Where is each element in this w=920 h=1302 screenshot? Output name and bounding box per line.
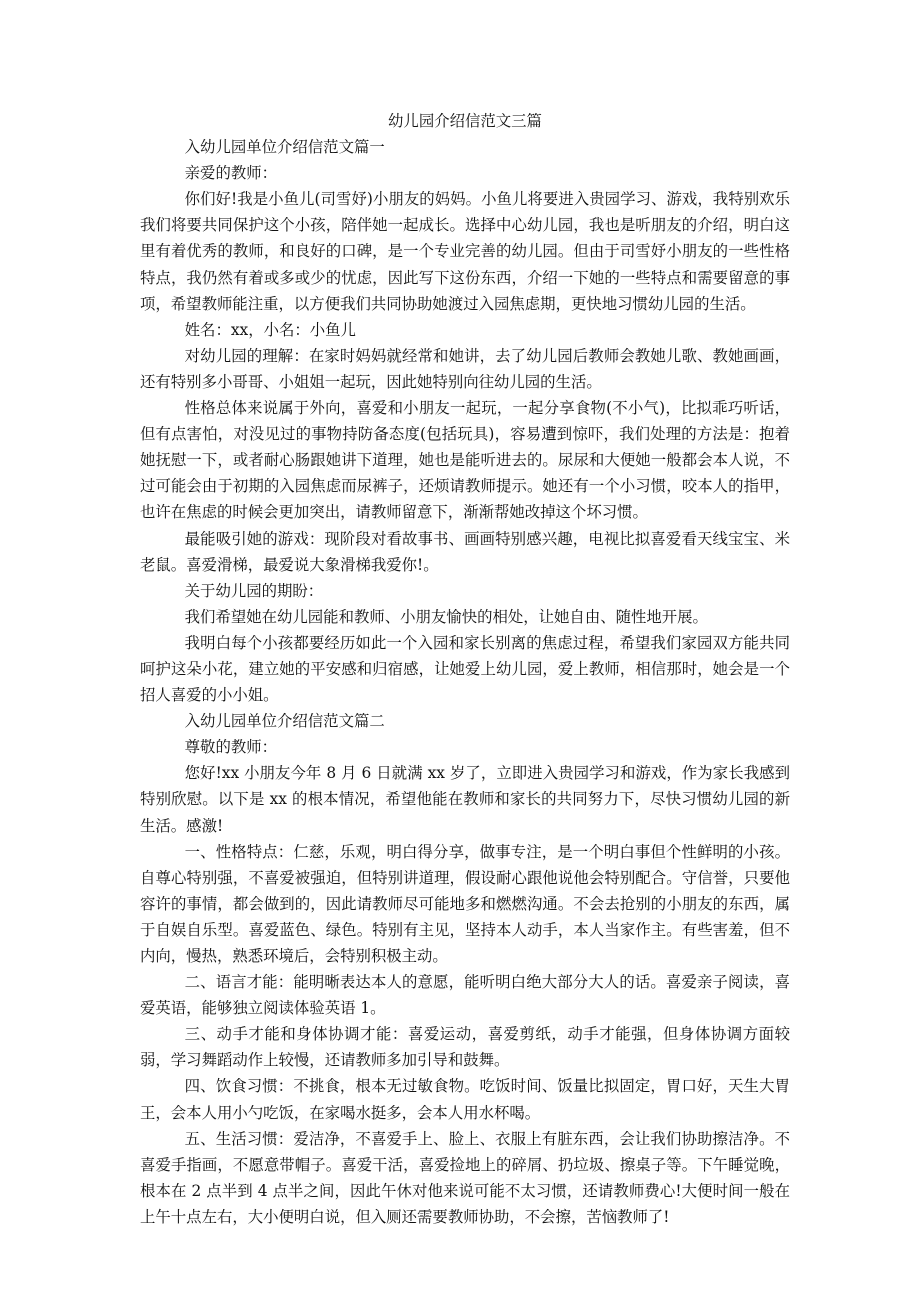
document-page bbox=[140, 108, 790, 1230]
paragraph-expectation: 我们希望她在幼儿园能和教师、小朋友愉快的相处，让她自由、随性地开展。 bbox=[184, 607, 708, 626]
paragraph-expectation-heading: 关于幼儿园的期盼： bbox=[184, 581, 324, 600]
paragraph-intro-1: 你们好!我是小鱼儿(司雪妤)小朋友的妈妈。小鱼儿将要进入贵园学习、游戏，我特别欢乐我们将要共同保护这个小孩，陪伴她一起成长。选择中心幼儿园，我也是听朋友的介绍，明白这里有着优秀的教师，和良好的口碑，是一个专业完善的幼儿园。但由于司雪妤小朋友的一些性格特点，我仍然有着或多或少的忧虑，因此写下这份东西，介绍一下她的一些特点和需要留意的事项，希望教师能注重，以方便我们共同协助她渡过入园焦虑期，更快地习惯幼儿园的生活。 bbox=[140, 190, 790, 313]
paragraph-trait-personality: 一、性格特点：仁慈，乐观，明白得分享，做事专注，是一个明白事但个性鲜明的小孩。自尊心特别强，不喜爱被强迫，但特别讲道理，假设耐心跟他说他会特别配合。守信誉，只要他容许的事情，都会做到的，因此请教师尽可能地多和燃燃沟通。不会去抢别的小朋友的东西，属于自娱自乐型。喜爱蓝色、绿色。特别有主见，坚持本人动手，本人当家作主。有些害羞，但不内向，慢热，熟悉环境后，会特别积极主动。 bbox=[140, 842, 790, 965]
paragraph-trait-motor: 三、动手才能和身体协调才能：喜爱运动，喜爱剪纸，动手才能强，但身体协调方面较弱，学习舞蹈动作上较慢，还请教师多加引导和鼓舞。 bbox=[140, 1025, 790, 1070]
paragraph-trait-habits: 五、生活习惯：爱洁净，不喜爱手上、脸上、衣服上有脏东西，会让我们协助擦洁净。不喜爱手指画，不愿意带帽子。喜爱干活，喜爱捡地上的碎屑、扔垃圾、擦桌子等。下午睡觉晚，根本在 2 点半到 4 点半之间，因此午休对他来说可能不太习惯，还请教师费心!大便时间一般在上午十点左右，大小便明白说，但入厕还需要教师协助，不会擦，苦恼教师了! bbox=[140, 1129, 790, 1226]
document-title: 幼儿园介绍信范文三篇 bbox=[388, 112, 542, 130]
section-heading-2: 入幼儿园单位介绍信范文篇二 bbox=[184, 712, 385, 731]
paragraph-personality: 性格总体来说属于外向，喜爱和小朋友一起玩，一起分享食物(不小气)，比拟乖巧听话，但有点害怕，对没见过的事物持防备态度(包括玩具)，容易遭到惊吓，我们处理的方法是：抱着她抚慰一下，或者耐心肠跟她讲下道理，她也是能听进去的。尿尿和大便她一般都会本人说，不过可能会由于初期的入园焦虑而尿裤子，还烦请教师提示。她还有一个小习惯，咬本人的指甲，也许在焦虑的时候会更加突出，请教师留意下，渐渐帮她改掉这个坏习惯。 bbox=[140, 399, 790, 522]
paragraph-trait-diet: 四、饮食习惯：不挑食，根本无过敏食物。吃饭时间、饭量比拟固定，胃口好，天生大胃王，会本人用小勺吃饭，在家喝水挺多，会本人用水杯喝。 bbox=[140, 1077, 790, 1122]
paragraph-trait-language: 二、语言才能：能明晰表达本人的意愿，能听明白绝大部分大人的话。喜爱亲子阅读，喜爱英语，能够独立阅读体验英语 1。 bbox=[140, 973, 790, 1018]
section-heading-1: 入幼儿园单位介绍信范文篇一 bbox=[184, 138, 385, 157]
paragraph-intro-2: 您好!xx 小朋友今年 8 月 6 日就满 xx 岁了，立即进入贵园学习和游戏，作为家长我感到特别欣慰。以下是 xx 的根本情况，希望他能在教师和家长的共同努力下，尽快习惯幼儿园的新生活。感激! bbox=[140, 764, 790, 835]
paragraph-understanding: 对幼儿园的理解：在家时妈妈就经常和她讲，去了幼儿园后教师会教她儿歌、教她画画，还有特别多小哥哥、小姐姐一起玩，因此她特别向往幼儿园的生活。 bbox=[140, 346, 790, 391]
salutation-1: 亲爱的教师： bbox=[184, 164, 278, 183]
paragraph-name: 姓名：xx，小名：小鱼儿 bbox=[184, 320, 356, 339]
salutation-2: 尊敬的教师： bbox=[184, 738, 278, 757]
paragraph-closing-1: 我明白每个小孩都要经历如此一个入园和家长别离的焦虑过程，希望我们家园双方能共同呵护这朵小花，建立她的平安感和归宿感，让她爱上幼儿园，爱上教师，相信那时，她会是一个招人喜爱的小小姐。 bbox=[140, 633, 790, 705]
paragraph-games: 最能吸引她的游戏：现阶段对看故事书、画画特别感兴趣，电视比拟喜爱看天线宝宝、米老鼠。喜爱滑梯，最爱说大象滑梯我爱你!。 bbox=[140, 529, 790, 574]
